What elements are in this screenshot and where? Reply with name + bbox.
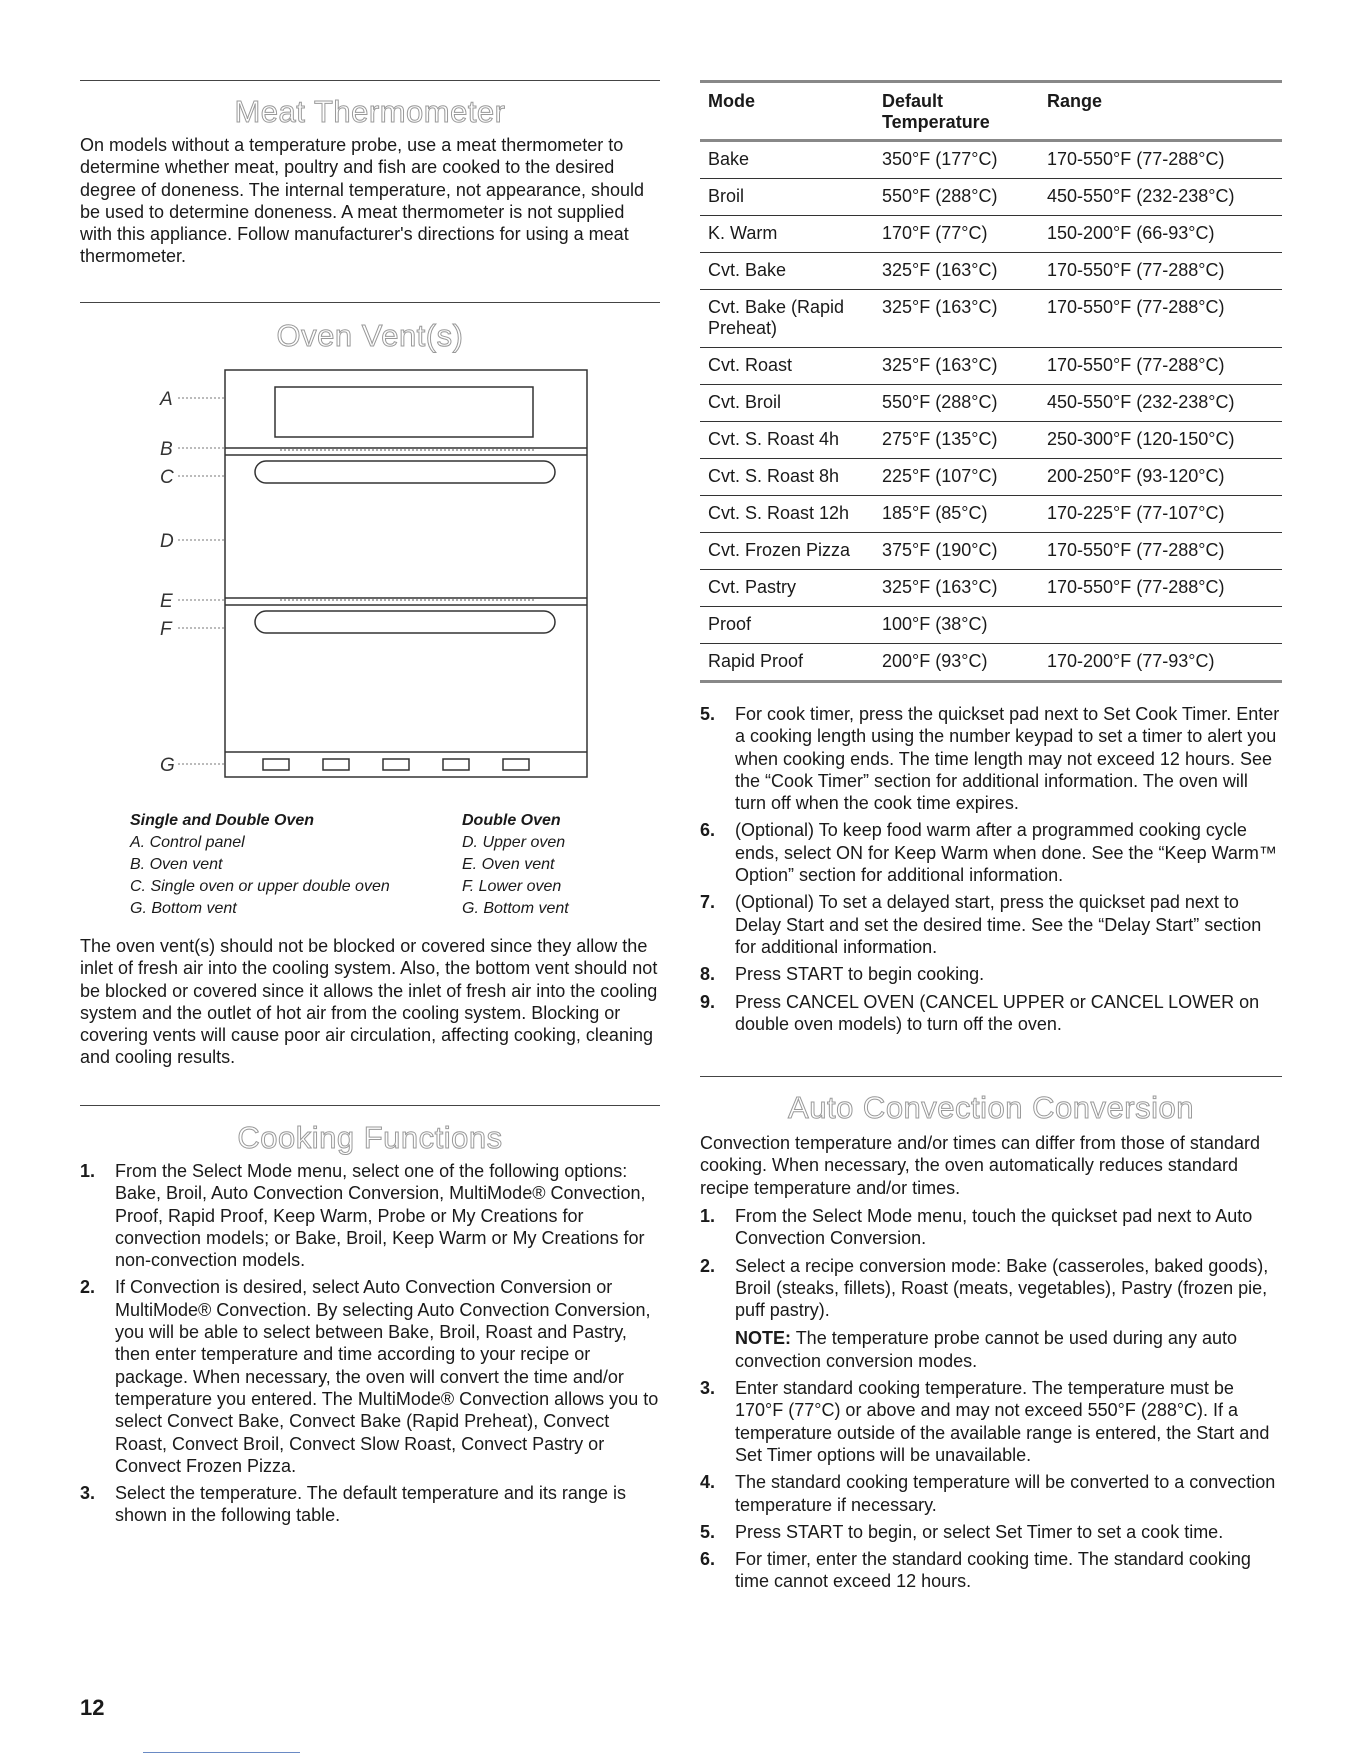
table-row bbox=[700, 607, 1282, 644]
table-row bbox=[700, 496, 1282, 533]
table-cell-default: 550°F (288°C) bbox=[874, 385, 1039, 422]
table-row bbox=[700, 533, 1282, 570]
table-row bbox=[700, 348, 1282, 385]
table-cell-default: 325°F (163°C) bbox=[874, 290, 1039, 348]
table-cell-range: 170-225°F (77-107°C) bbox=[1039, 496, 1282, 533]
table-row bbox=[700, 385, 1282, 422]
diagram-label-e: E bbox=[160, 591, 173, 612]
table-cell-mode: Cvt. Pastry bbox=[700, 570, 874, 607]
table-cell-range: 170-550°F (77-288°C) bbox=[1039, 141, 1282, 179]
upper-oven-handle bbox=[255, 461, 555, 483]
list-item: 7. (Optional) To set a delayed start, press the quickset pad next to Delay Start and set the desired time. See the “Delay Start” section for additional information. bbox=[700, 892, 1262, 957]
table-cell-range: 170-550°F (77-288°C) bbox=[1039, 290, 1282, 348]
caption-item: G. Bottom vent bbox=[130, 900, 237, 917]
table-cell-range bbox=[1039, 607, 1282, 644]
table-cell-default: 325°F (163°C) bbox=[874, 570, 1039, 607]
table-row bbox=[700, 253, 1282, 290]
table-row bbox=[700, 570, 1282, 607]
table-cell-default: 325°F (163°C) bbox=[874, 253, 1039, 290]
cooking-functions-heading: Cooking Functions bbox=[237, 1120, 503, 1155]
diagram-label-b: B bbox=[160, 439, 173, 460]
table-cell-mode: Rapid Proof bbox=[700, 644, 874, 682]
caption-item: F. Lower oven bbox=[462, 878, 562, 895]
table-cell-range: 170-200°F (77-93°C) bbox=[1039, 644, 1282, 682]
table-cell-range: 150-200°F (66-93°C) bbox=[1039, 216, 1282, 253]
caption-item: B. Oven vent bbox=[130, 856, 223, 873]
diagram-label-f: F bbox=[160, 619, 172, 640]
table-cell-mode: Cvt. Broil bbox=[700, 385, 874, 422]
cooking-steps-continued bbox=[700, 703, 1282, 1040]
page-number: 12 bbox=[80, 1695, 105, 1720]
auto-convection-steps bbox=[700, 1205, 1282, 1598]
table-row bbox=[700, 459, 1282, 496]
list-item: 5. Press START to begin, or select Set Timer to set a cook time. bbox=[700, 1521, 1224, 1542]
table-cell-mode: Cvt. Bake (Rapid Preheat) bbox=[700, 290, 874, 348]
list-item: 6. For timer, enter the standard cooking time. The standard cooking time cannot exceed 12 hours. bbox=[700, 1549, 1251, 1592]
table-cell-range: 200-250°F (93-120°C) bbox=[1039, 459, 1282, 496]
list-item: 5. For cook timer, press the quickset pad next to Set Cook Timer. Enter a cooking length using the number keypad to set a timer to alert you when cooking ends. The time length may not exceed 12 hours. See the “Cook Timer” section for additional information. The oven will turn off when the cook time expires. bbox=[700, 704, 1280, 814]
diagram-label-a: A bbox=[160, 389, 173, 410]
oven-vents-heading: Oven Vent(s) bbox=[276, 318, 464, 353]
table-cell-mode: Proof bbox=[700, 607, 874, 644]
cooking-steps-list bbox=[80, 1160, 660, 1532]
table-header-mode: Mode bbox=[708, 91, 755, 111]
meat-thermometer-heading: Meat Thermometer bbox=[234, 94, 506, 129]
auto-convection-heading: Auto Convection Conversion bbox=[788, 1090, 1194, 1125]
diagram-caption-left bbox=[130, 810, 420, 920]
section-divider bbox=[80, 1105, 660, 1106]
auto-convection-intro: Convection temperature and/or times can differ from those of standard cooking. When necessary, the oven automatically reduces standard recipe temperature and/or times. bbox=[700, 1133, 1260, 1198]
diagram-label-d: D bbox=[160, 531, 174, 552]
table-row bbox=[700, 179, 1282, 216]
caption-item: E. Oven vent bbox=[462, 856, 555, 873]
table-cell-mode: Cvt. Bake bbox=[700, 253, 874, 290]
table-row bbox=[700, 644, 1282, 682]
table-cell-mode: Broil bbox=[700, 179, 874, 216]
table-header-default: Default Temperature bbox=[882, 91, 990, 132]
table-cell-range: 250-300°F (120-150°C) bbox=[1039, 422, 1282, 459]
control-panel-display bbox=[275, 387, 533, 437]
caption-right-heading: Double Oven bbox=[462, 812, 561, 829]
list-item: 6. (Optional) To keep food warm after a programmed cooking cycle ends, select ON for Keep Warm when done. See the “Keep Warm™ Option” section for additional information. bbox=[700, 820, 1277, 886]
meat-thermometer-body: On models without a temperature probe, use a meat thermometer to determine whether meat, poultry and fish are cooked to the desired degree of doneness. The internal temperature, not appearance, should be used to determine doneness. A meat thermometer is not supplied with this appliance. Follow manufacturer's directions for using a meat thermometer. bbox=[80, 135, 645, 267]
table-cell-range: 170-550°F (77-288°C) bbox=[1039, 570, 1282, 607]
diagram-label-c: C bbox=[160, 467, 174, 488]
table-cell-default: 350°F (177°C) bbox=[874, 141, 1039, 179]
table-cell-default: 225°F (107°C) bbox=[874, 459, 1039, 496]
footer-rule bbox=[143, 1752, 300, 1753]
table-header-range: Range bbox=[1047, 91, 1103, 111]
bottom-vent-slots bbox=[263, 759, 529, 770]
caption-item: G. Bottom vent bbox=[462, 900, 569, 917]
table-row bbox=[700, 290, 1282, 348]
table-cell-default: 550°F (288°C) bbox=[874, 179, 1039, 216]
table-cell-range: 170-550°F (77-288°C) bbox=[1039, 253, 1282, 290]
table-cell-default: 275°F (135°C) bbox=[874, 422, 1039, 459]
table-cell-mode: Cvt. Frozen Pizza bbox=[700, 533, 874, 570]
table-cell-default: 170°F (77°C) bbox=[874, 216, 1039, 253]
section-divider bbox=[80, 80, 660, 81]
table-cell-range: 170-550°F (77-288°C) bbox=[1039, 533, 1282, 570]
table-row bbox=[700, 422, 1282, 459]
table-cell-mode: Bake bbox=[700, 141, 874, 179]
table-row bbox=[700, 216, 1282, 253]
table-cell-mode: K. Warm bbox=[700, 216, 874, 253]
list-item: 3. Select the temperature. The default temperature and its range is shown in the following table. bbox=[80, 1483, 626, 1526]
list-item: 1. From the Select Mode menu, select one of the following options: Bake, Broil, Auto Convection Conversion, MultiMode® Convection, Proof, Rapid Proof, Keep Warm, Probe or My Creations for convection models; or Bake, Broil, Keep Warm or My Creations for non-convection models. bbox=[80, 1161, 646, 1271]
table-cell-mode: Cvt. S. Roast 4h bbox=[700, 422, 874, 459]
caption-left-heading: Single and Double Oven bbox=[130, 812, 315, 829]
caption-item: C. Single oven or upper double oven bbox=[130, 878, 390, 895]
oven-vent-diagram bbox=[80, 360, 660, 785]
table-cell-mode: Cvt. S. Roast 12h bbox=[700, 496, 874, 533]
list-item: 2. If Convection is desired, select Auto Convection Conversion or MultiMode® Convection. By selecting Auto Convection Conversion, you will be able to select between Bake, Broil, Roast and Pastry, then enter temperature and time according to your recipe or package. When necessary, the oven will convert the time and/or temperature you entered. The MultiMode® Convection allows you to select Convect Bake, Convect Bake (Rapid Preheat), Convect Roast, Convect Broil, Convect Slow Roast, Convect Pastry or Convect Frozen Pizza. bbox=[80, 1277, 659, 1476]
table-cell-mode: Cvt. S. Roast 8h bbox=[700, 459, 874, 496]
caption-item: D. Upper oven bbox=[462, 834, 566, 851]
lower-oven-handle bbox=[255, 611, 555, 633]
caption-item: A. Control panel bbox=[130, 834, 245, 851]
section-divider bbox=[80, 302, 660, 303]
table-cell-default: 100°F (38°C) bbox=[874, 607, 1039, 644]
table-cell-range: 170-550°F (77-288°C) bbox=[1039, 348, 1282, 385]
section-divider bbox=[700, 1076, 1282, 1077]
mode-temperature-table bbox=[700, 85, 1282, 683]
list-item: 8. Press START to begin cooking. bbox=[700, 964, 985, 985]
table-cell-default: 185°F (85°C) bbox=[874, 496, 1039, 533]
table-cell-default: 375°F (190°C) bbox=[874, 533, 1039, 570]
table-cell-default: 325°F (163°C) bbox=[874, 348, 1039, 385]
list-item: 1. From the Select Mode menu, touch the quickset pad next to Auto Convection Conversion. bbox=[700, 1206, 1253, 1249]
oven-vents-body: The oven vent(s) should not be blocked or covered since they allow the inlet of fresh air into the cooling system. Also, the bottom vent should not be blocked or covered since it allows the inlet of fresh air into the cooling system and the outlet of hot air from the cooling system. Blocking or covering vents will cause poor air circulation, affecting cooking, cleaning and cooling results. bbox=[80, 936, 658, 1068]
table-top-rule bbox=[700, 80, 1282, 83]
list-item: 3. Enter standard cooking temperature. The temperature must be 170°F (77°C) or above and may not exceed 550°F (288°C). If a temperature outside of the available range is entered, the Start and Set Timer options will be unavailable. bbox=[700, 1378, 1270, 1465]
table-row bbox=[700, 141, 1282, 179]
table-cell-default: 200°F (93°C) bbox=[874, 644, 1039, 682]
note-text: NOTE: The temperature probe cannot be used during any auto convection conversion modes. bbox=[735, 1328, 1237, 1371]
list-item: 4. The standard cooking temperature will be converted to a convection temperature if necessary. bbox=[700, 1472, 1276, 1515]
table-cell-range: 450-550°F (232-238°C) bbox=[1039, 179, 1282, 216]
table-cell-mode: Cvt. Roast bbox=[700, 348, 874, 385]
diagram-caption-right bbox=[462, 810, 652, 920]
list-item: 2. Select a recipe conversion mode: Bake (casseroles, baked goods), Broil (steaks, fillets), Roast (meats, vegetables), Pastry (frozen pie, puff pastry). NOTE: The temperature probe cannot be used during any auto convection conversion modes. bbox=[700, 1255, 1282, 1372]
diagram-label-g: G bbox=[160, 755, 175, 776]
list-item: 9. Press CANCEL OVEN (CANCEL UPPER or CANCEL LOWER on double oven models) to turn off the oven. bbox=[700, 991, 1260, 1034]
table-cell-range: 450-550°F (232-238°C) bbox=[1039, 385, 1282, 422]
